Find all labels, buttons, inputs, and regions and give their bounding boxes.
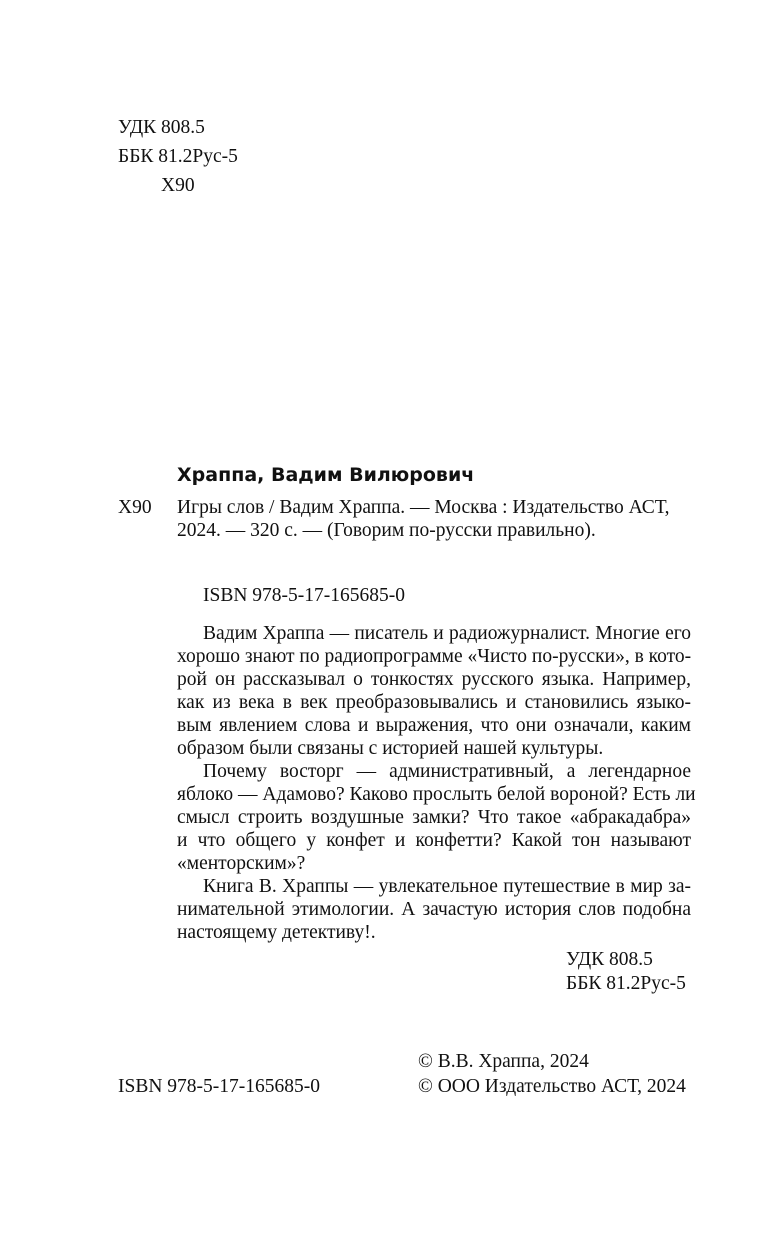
annotation-line: образом были связаны с историей нашей культуры. bbox=[177, 738, 604, 759]
udk-code: УДК 808.5 bbox=[118, 117, 205, 138]
annotation-paragraph bbox=[177, 622, 691, 760]
bottom-classification-codes bbox=[566, 948, 686, 996]
udk-code: УДК 808.5 bbox=[566, 949, 653, 970]
annotation-line: «менторским»? bbox=[177, 853, 306, 874]
biblio-line: 2024. — 320 с. — (Говорим по-русски правильно). bbox=[177, 520, 596, 541]
annotation-line: яблоко — Адамово? Каково прослыть белой вороной? Есть ли bbox=[177, 784, 696, 805]
record-isbn: ISBN 978-5-17-165685-0 bbox=[203, 585, 406, 606]
annotation-line: как из века в век преобразовывались и становились языко- bbox=[177, 692, 691, 713]
biblio-line: Игры слов / Вадим Храппа. — Москва : Издательство АСТ, bbox=[177, 497, 670, 518]
copyright-block bbox=[418, 1050, 686, 1100]
top-classification-codes bbox=[118, 113, 238, 200]
annotation-line: Книга В. Храппы — увлекательное путешествие в мир за- bbox=[203, 876, 691, 897]
bibliographic-description bbox=[177, 496, 689, 542]
copyright-author: © В.В. Храппа, 2024 bbox=[418, 1051, 589, 1072]
annotation-paragraph bbox=[177, 760, 696, 875]
record-author-mark: Х90 bbox=[118, 497, 152, 518]
author-mark: Х90 bbox=[161, 175, 195, 196]
annotation-line: нимательной этимологии. А зачастую история слов подобна bbox=[177, 899, 691, 920]
annotation-line: хорошо знают по радиопрограмме «Чисто по-русски», в кото- bbox=[177, 646, 692, 667]
annotation-line: смысл строить воздушные замки? Что такое «абракадабра» bbox=[177, 807, 691, 828]
bbk-code: ББК 81.2Рус-5 bbox=[118, 146, 238, 167]
annotation-line: вым явлением слова и выражения, что они означали, каким bbox=[177, 715, 691, 736]
bbk-code: ББК 81.2Рус-5 bbox=[566, 973, 686, 994]
footer-isbn: ISBN 978-5-17-165685-0 bbox=[118, 1076, 321, 1097]
annotation-line: рой он рассказывал о тонкостях русского языка. Например, bbox=[177, 669, 691, 690]
copyright-publisher: © ООО Издательство АСТ, 2024 bbox=[418, 1076, 686, 1097]
annotation-line: настоящему детективу!. bbox=[177, 922, 376, 943]
annotation-paragraph bbox=[177, 875, 691, 944]
annotation-line: Вадим Храппа — писатель и радиожурналист. Многие его bbox=[203, 623, 691, 644]
annotation-line: и что общего у конфет и конфетти? Какой тон называют bbox=[177, 830, 691, 851]
annotation-line: Почему восторг — административный, а легендарное bbox=[203, 761, 691, 782]
annotation bbox=[177, 622, 696, 944]
author-heading: Храппа, Вадим Вилюрович bbox=[177, 464, 475, 486]
